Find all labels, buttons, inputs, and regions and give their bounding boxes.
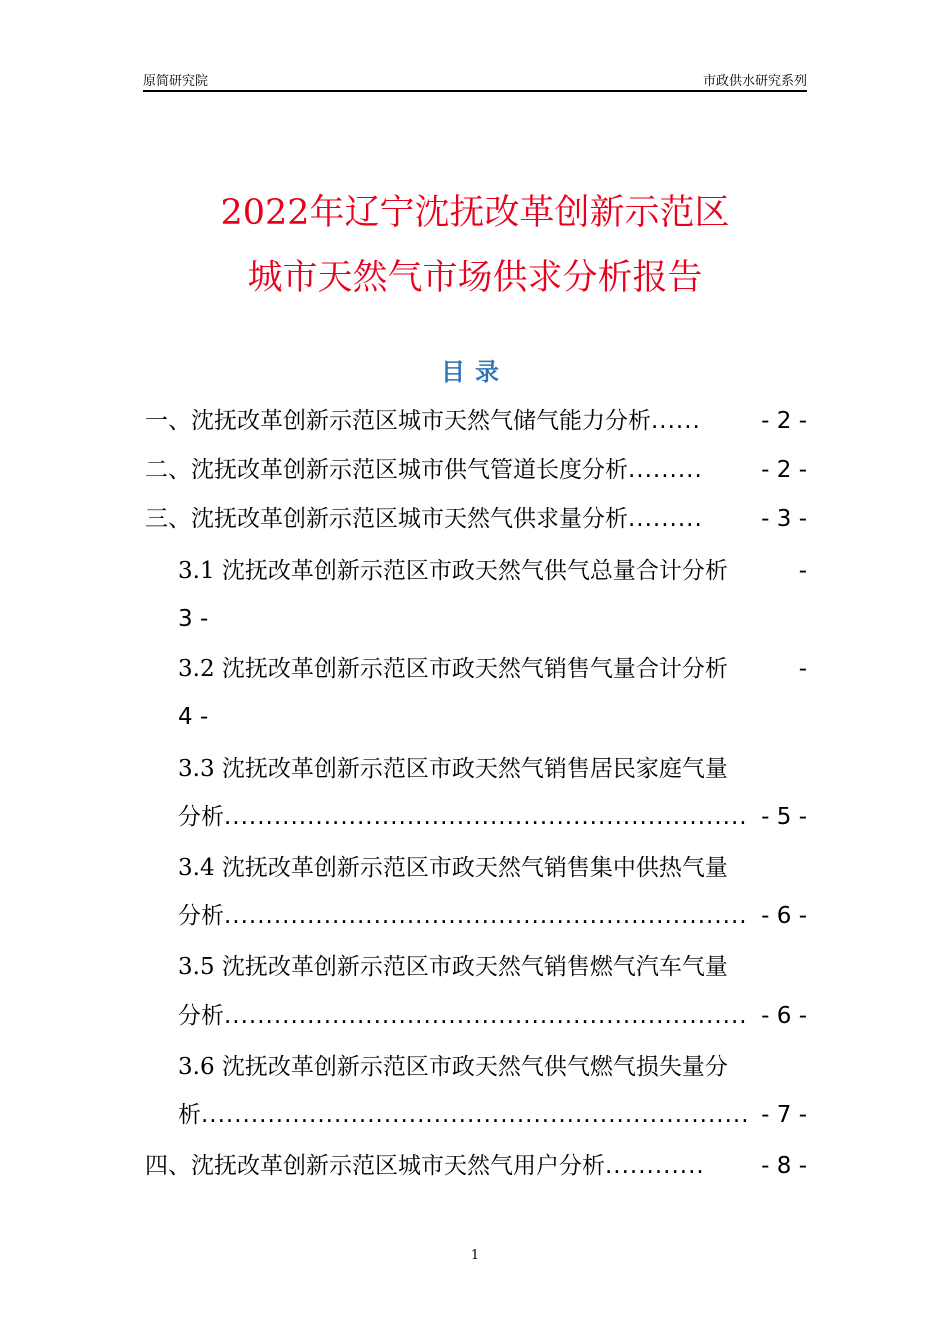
toc-entry-text-cont: 分析 <box>178 903 224 929</box>
toc-entry-3-1[interactable] <box>178 560 807 583</box>
header-series: 市政供水研究系列 <box>702 74 807 89</box>
toc-entry-text: 沈抚改革创新示范区市政天然气销售气量合计分析 <box>221 656 728 682</box>
toc-entry-3-2[interactable] <box>178 658 807 681</box>
toc-entry-text: 三、沈抚改革创新示范区城市天然气供求量分析 <box>145 506 628 532</box>
toc-entry-number: 3.2 <box>178 656 215 682</box>
toc-entry-3-3[interactable] <box>178 758 807 781</box>
toc-leader-dots: .................................................................. <box>201 1104 750 1127</box>
toc-entry-3-4[interactable] <box>178 857 807 880</box>
toc-entry-3-4-cont[interactable] <box>178 905 807 928</box>
report-title-line-2: 城市天然气市场供求分析报告 <box>247 258 703 298</box>
toc-entry-text: 四、沈抚改革创新示范区城市天然气用户分析 <box>145 1153 605 1179</box>
header-org: 原简研究院 <box>143 74 209 89</box>
toc-entry-text: 沈抚改革创新示范区市政天然气供气燃气损失量分 <box>221 1054 728 1080</box>
toc-leader-dots: ......... <box>628 508 703 531</box>
toc-entry-3-6-cont[interactable] <box>178 1104 807 1127</box>
toc-leader-dots: ............................................................... <box>224 1005 748 1028</box>
toc-page-number: - <box>798 656 807 682</box>
page-number: 1 <box>470 1248 480 1263</box>
toc-entry-text: 沈抚改革创新示范区市政天然气销售集中供热气量 <box>221 855 728 881</box>
toc-page-number: - 3 - <box>761 506 807 532</box>
toc-page-number: - 5 - <box>761 804 807 830</box>
page-header <box>143 68 807 92</box>
report-title-line-1: 2022年辽宁沈抚改革创新示范区 <box>220 193 730 233</box>
toc-entry-text: 一、沈抚改革创新示范区城市天然气储气能力分析 <box>145 408 651 434</box>
toc-entry-3[interactable] <box>145 508 807 531</box>
toc-entry-3-6[interactable] <box>178 1056 807 1079</box>
toc-page-number: - 6 - <box>761 1003 807 1029</box>
toc-entry-1[interactable] <box>145 410 807 433</box>
toc-entry-3-3-cont[interactable] <box>178 806 807 829</box>
toc-entry-3-5-cont[interactable] <box>178 1005 807 1028</box>
toc-entry-number: 3.5 <box>178 954 215 980</box>
toc-leader-dots: ......... <box>628 459 703 482</box>
toc-entry-text-cont: 分析 <box>178 1003 224 1029</box>
toc-entry-text-cont: 析 <box>178 1102 201 1128</box>
toc-page-number: - 2 - <box>761 408 807 434</box>
toc-entry-text-cont: 分析 <box>178 804 224 830</box>
toc-entry-number: 3.6 <box>178 1054 215 1080</box>
toc-entry-text: 沈抚改革创新示范区市政天然气销售居民家庭气量 <box>221 756 728 782</box>
toc-leader-dots: ...... <box>651 410 701 433</box>
toc-entry-text: 沈抚改革创新示范区市政天然气销售燃气汽车气量 <box>221 954 728 980</box>
toc-page-number: 3 - <box>178 606 209 632</box>
toc-leader-dots: ............ <box>605 1155 705 1178</box>
toc-entry-number: 3.4 <box>178 855 215 881</box>
toc-entry-3-2-cont[interactable] <box>178 706 807 729</box>
toc-page-number: - 8 - <box>761 1153 807 1179</box>
toc-heading: 目录 <box>441 358 509 386</box>
toc-page-number: - <box>798 558 807 584</box>
toc-entry-text: 二、沈抚改革创新示范区城市供气管道长度分析 <box>145 457 628 483</box>
toc-entry-3-1-cont[interactable] <box>178 608 807 631</box>
toc-entry-3-5[interactable] <box>178 956 807 979</box>
toc-entry-text: 沈抚改革创新示范区市政天然气供气总量合计分析 <box>221 558 728 584</box>
toc-page-number: - 2 - <box>761 457 807 483</box>
toc-page-number: 4 - <box>178 704 209 730</box>
toc-page-number: - 6 - <box>761 903 807 929</box>
toc-leader-dots: ............................................................... <box>224 806 748 829</box>
toc-leader-dots: ............................................................... <box>224 905 748 928</box>
toc-entry-number: 3.1 <box>178 558 215 584</box>
toc-entry-2[interactable] <box>145 459 807 482</box>
toc-page-number: - 7 - <box>761 1102 807 1128</box>
toc-entry-4[interactable] <box>145 1155 807 1178</box>
toc-entry-number: 3.3 <box>178 756 215 782</box>
